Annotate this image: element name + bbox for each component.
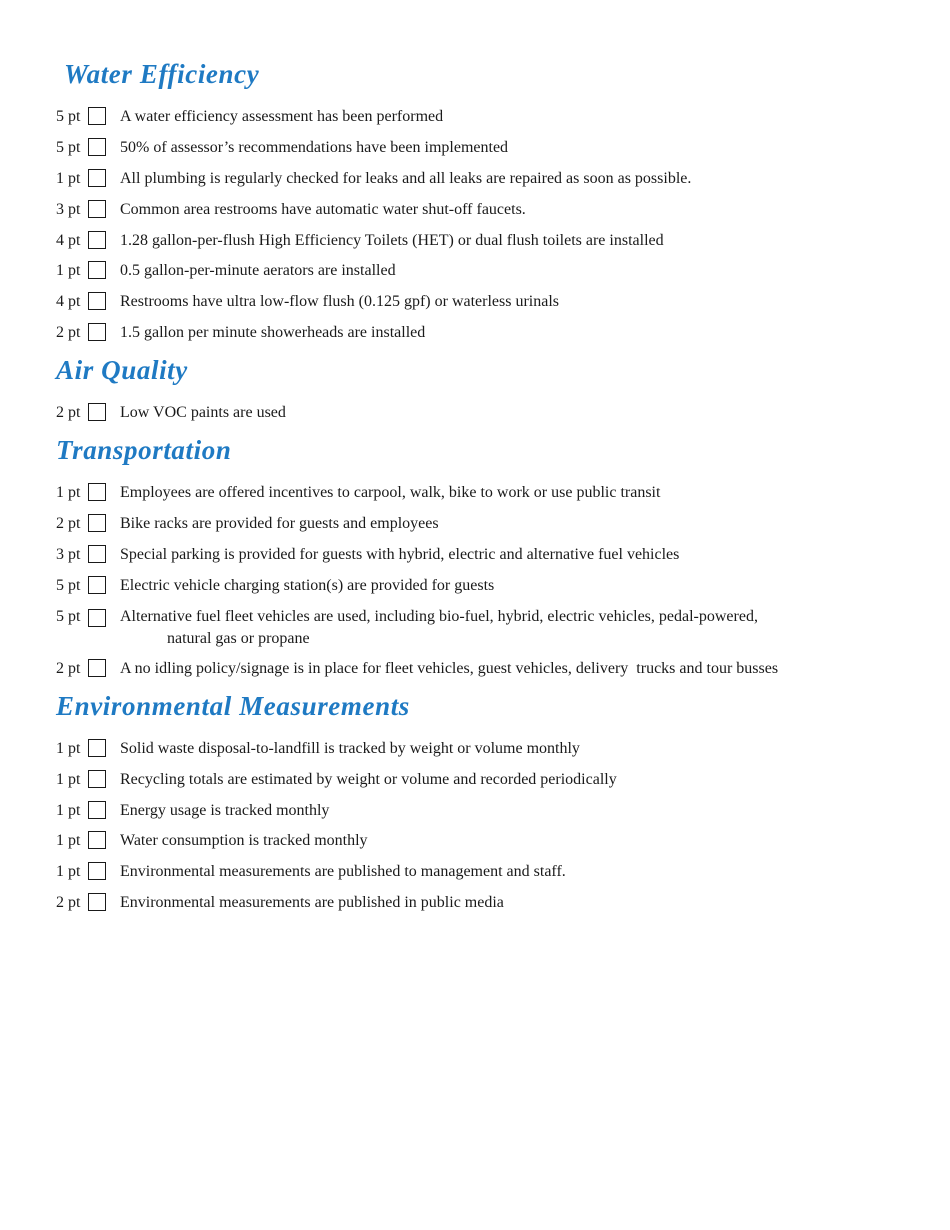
points-label: 2 pt bbox=[56, 324, 81, 341]
checkbox[interactable] bbox=[88, 659, 106, 677]
section-title-air-quality: Air Quality bbox=[56, 355, 188, 385]
points-label: 1 pt bbox=[56, 802, 81, 819]
item-text: Alternative fuel fleet vehicles are used, including bio-fuel, hybrid, electric vehicles, pedal-powered, bbox=[120, 608, 758, 625]
item-text: Environmental measurements are published in public media bbox=[120, 894, 504, 911]
item-text: Electric vehicle charging station(s) are provided for guests bbox=[120, 577, 495, 594]
points-label: 2 pt bbox=[56, 894, 81, 911]
item-text: Special parking is provided for guests with hybrid, electric and alternative fuel vehicles bbox=[120, 546, 680, 563]
item-text: 1.28 gallon-per-flush High Efficiency Toilets (HET) or dual flush toilets are installed bbox=[120, 232, 664, 249]
points-label: 5 pt bbox=[56, 577, 81, 594]
points-label: 4 pt bbox=[56, 232, 81, 249]
checkbox[interactable] bbox=[88, 169, 106, 187]
item-text: 0.5 gallon-per-minute aerators are installed bbox=[120, 262, 396, 279]
checkbox[interactable] bbox=[88, 609, 106, 627]
checkbox[interactable] bbox=[88, 576, 106, 594]
item-text: Recycling totals are estimated by weight or volume and recorded periodically bbox=[120, 771, 617, 788]
points-label: 2 pt bbox=[56, 404, 81, 421]
checkbox[interactable] bbox=[88, 200, 106, 218]
points-label: 3 pt bbox=[56, 546, 81, 563]
checkbox[interactable] bbox=[88, 770, 106, 788]
item-text: Energy usage is tracked monthly bbox=[120, 802, 330, 819]
points-label: 5 pt bbox=[56, 608, 81, 625]
points-label: 1 pt bbox=[56, 484, 81, 501]
item-text: Common area restrooms have automatic water shut-off faucets. bbox=[120, 201, 526, 218]
points-label: 4 pt bbox=[56, 293, 81, 310]
checkbox[interactable] bbox=[88, 801, 106, 819]
points-label: 1 pt bbox=[56, 170, 81, 187]
section-title-transportation: Transportation bbox=[56, 435, 232, 465]
points-label: 1 pt bbox=[56, 262, 81, 279]
points-label: 5 pt bbox=[56, 108, 81, 125]
checkbox[interactable] bbox=[88, 403, 106, 421]
checkbox[interactable] bbox=[88, 483, 106, 501]
checkbox[interactable] bbox=[88, 231, 106, 249]
item-text: Restrooms have ultra low-flow flush (0.125 gpf) or waterless urinals bbox=[120, 293, 560, 310]
item-text: 1.5 gallon per minute showerheads are installed bbox=[120, 324, 426, 341]
item-text: Solid waste disposal-to-landfill is tracked by weight or volume monthly bbox=[120, 740, 580, 757]
item-text: Bike racks are provided for guests and employees bbox=[120, 515, 439, 532]
checkbox[interactable] bbox=[88, 107, 106, 125]
item-text: Low VOC paints are used bbox=[120, 404, 286, 421]
item-text: A water efficiency assessment has been performed bbox=[120, 108, 444, 125]
item-text: A no idling policy/signage is in place for fleet vehicles, guest vehicles, delivery trucks and tour busses bbox=[120, 660, 779, 677]
item-text: Employees are offered incentives to carpool, walk, bike to work or use public transit bbox=[120, 484, 661, 501]
points-label: 1 pt bbox=[56, 863, 81, 880]
points-label: 1 pt bbox=[56, 832, 81, 849]
checkbox[interactable] bbox=[88, 893, 106, 911]
item-text: 50% of assessor’s recommendations have been implemented bbox=[120, 139, 509, 156]
checkbox[interactable] bbox=[88, 292, 106, 310]
points-label: 2 pt bbox=[56, 660, 81, 677]
item-text: Water consumption is tracked monthly bbox=[120, 832, 368, 849]
points-label: 3 pt bbox=[56, 201, 81, 218]
checkbox[interactable] bbox=[88, 323, 106, 341]
section-title-water-efficiency: Water Efficiency bbox=[64, 59, 260, 89]
checkbox[interactable] bbox=[88, 862, 106, 880]
points-label: 2 pt bbox=[56, 515, 81, 532]
item-text: All plumbing is regularly checked for leaks and all leaks are repaired as soon as possible. bbox=[120, 170, 692, 187]
points-label: 5 pt bbox=[56, 139, 81, 156]
checkbox[interactable] bbox=[88, 739, 106, 757]
checkbox[interactable] bbox=[88, 138, 106, 156]
item-text: Environmental measurements are published to management and staff. bbox=[120, 863, 566, 880]
section-title-environmental-measurements: Environmental Measurements bbox=[56, 691, 410, 721]
points-label: 1 pt bbox=[56, 740, 81, 757]
checkbox[interactable] bbox=[88, 514, 106, 532]
checkbox[interactable] bbox=[88, 545, 106, 563]
points-label: 1 pt bbox=[56, 771, 81, 788]
checkbox[interactable] bbox=[88, 261, 106, 279]
item-text-continued: natural gas or propane bbox=[167, 630, 310, 647]
checkbox[interactable] bbox=[88, 831, 106, 849]
